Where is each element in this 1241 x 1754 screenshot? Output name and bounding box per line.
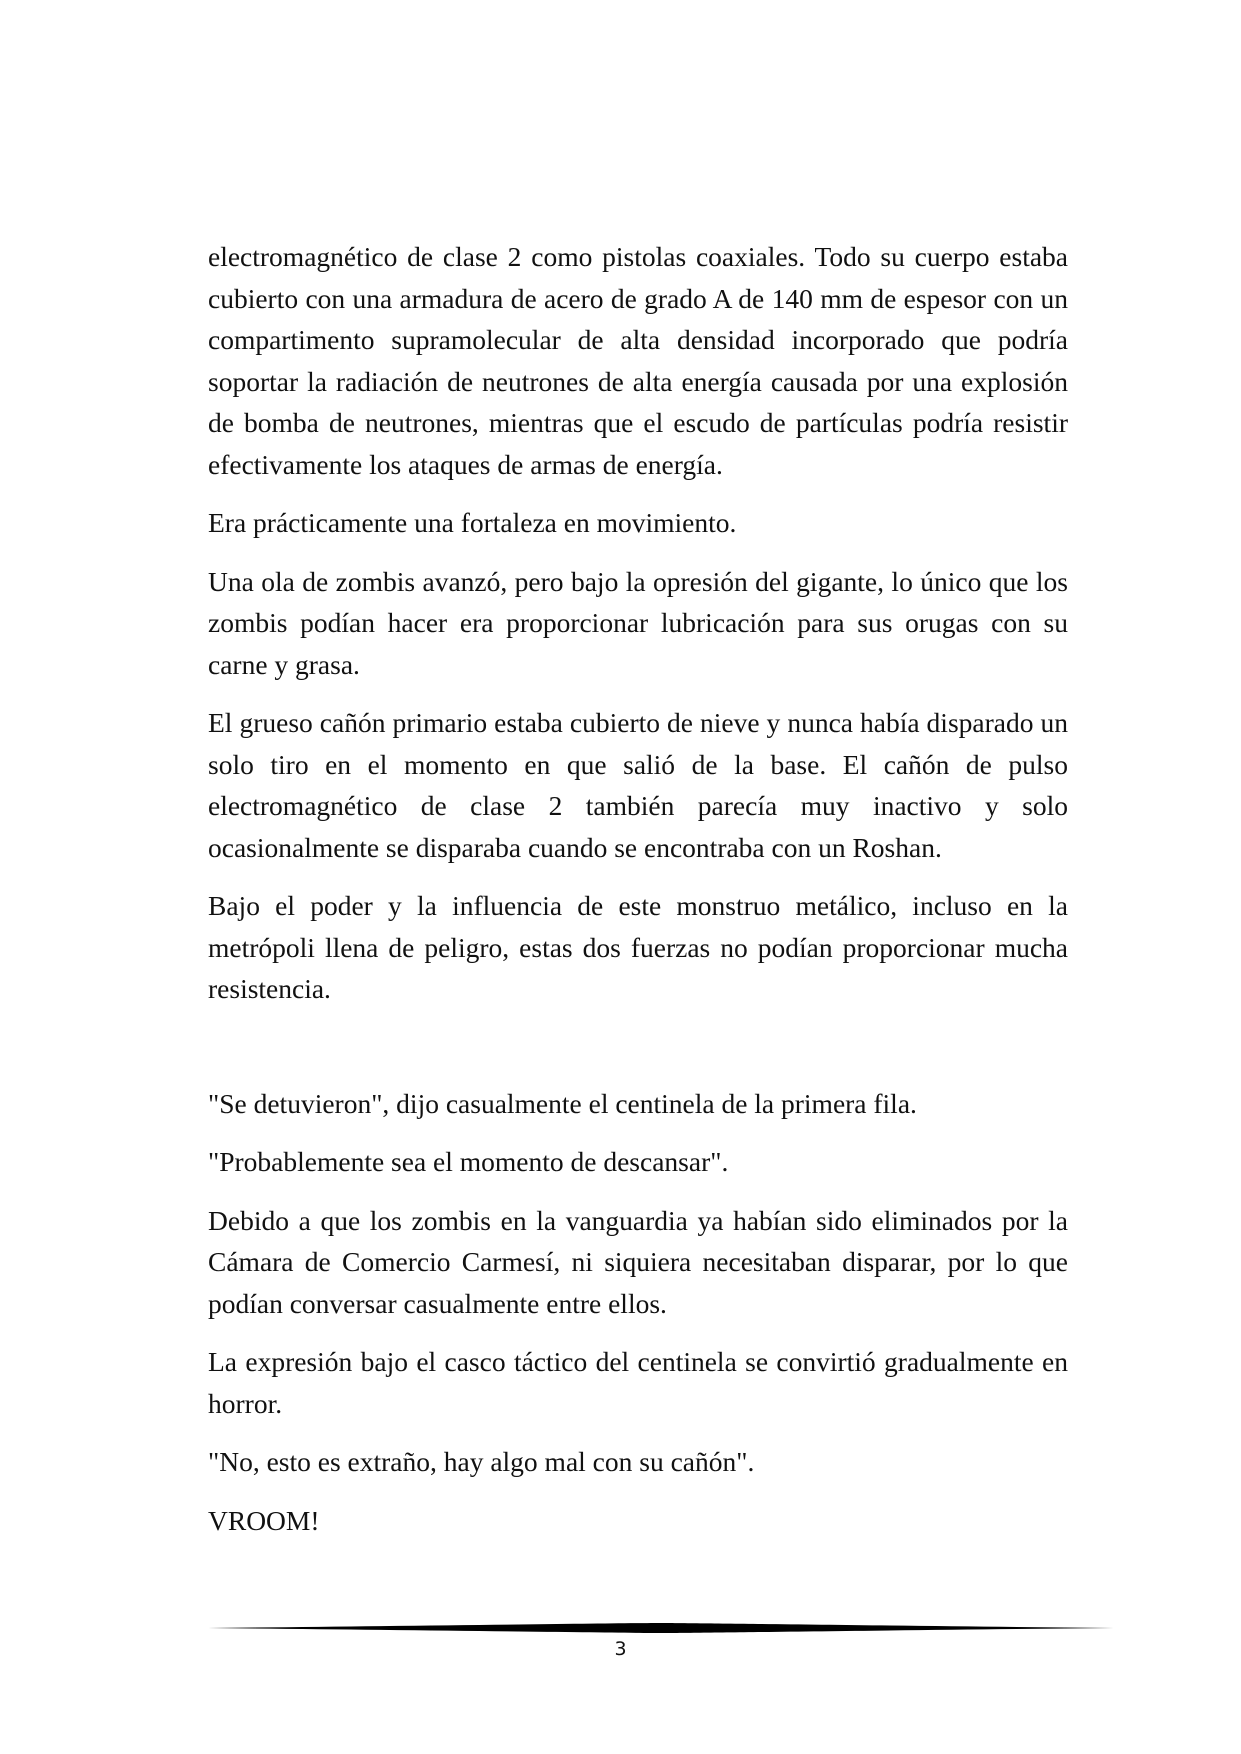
paragraph: "Se detuvieron", dijo casualmente el centinela de la primera fila. xyxy=(208,1087,917,1119)
paragraph: VROOM! xyxy=(208,1504,320,1536)
paragraph: El grueso cañón primario estaba cubierto de nieve y nunca había disparado un solo tiro en el momento en que salió de la base. El cañón de pulso electromagnético de clase 2 también parecía muy inactivo y solo ocasionalmente se disparaba cuando se encontraba con un Roshan. xyxy=(208,707,1068,863)
footer-divider xyxy=(208,1621,1114,1635)
paragraph: electromagnético de clase 2 como pistolas coaxiales. Todo su cuerpo estaba cubierto con una armadura de acero de grado A de 140 mm de espesor con un compartimento supramolecular de alta densidad incorporado que podría soportar la radiación de neutrones de alta energía causada por una explosión de bomba de neutrones, mientras que el escudo de partículas podría resistir efectivamente los ataques de armas de energía. xyxy=(208,241,1068,480)
body-text xyxy=(208,236,1068,1558)
paragraph: La expresión bajo el casco táctico del centinela se convirtió gradualmente en horror. xyxy=(208,1346,1068,1419)
page-number: 3 xyxy=(614,1638,627,1660)
paragraph: Debido a que los zombis en la vanguardia ya habían sido eliminados por la Cámara de Comercio Carmesí, ni siquiera necesitaban disparar, por lo que podían conversar casualmente entre ellos. xyxy=(208,1204,1068,1319)
paragraph: Era prácticamente una fortaleza en movimiento. xyxy=(208,507,737,538)
paragraph: "No, esto es extraño, hay algo mal con su cañón". xyxy=(208,1446,755,1477)
scene-break xyxy=(208,1027,1068,1083)
paragraph: Una ola de zombis avanzó, pero bajo la opresión del gigante, lo único que los zombis podían hacer era proporcionar lubricación para sus orugas con su carne y grasa. xyxy=(208,565,1068,680)
paragraph: Bajo el poder y la influencia de este monstruo metálico, incluso en la metrópoli llena de peligro, estas dos fuerzas no podían proporcionar mucha resistencia. xyxy=(208,890,1068,1004)
paragraph: "Probablemente sea el momento de descansar". xyxy=(208,1146,729,1177)
